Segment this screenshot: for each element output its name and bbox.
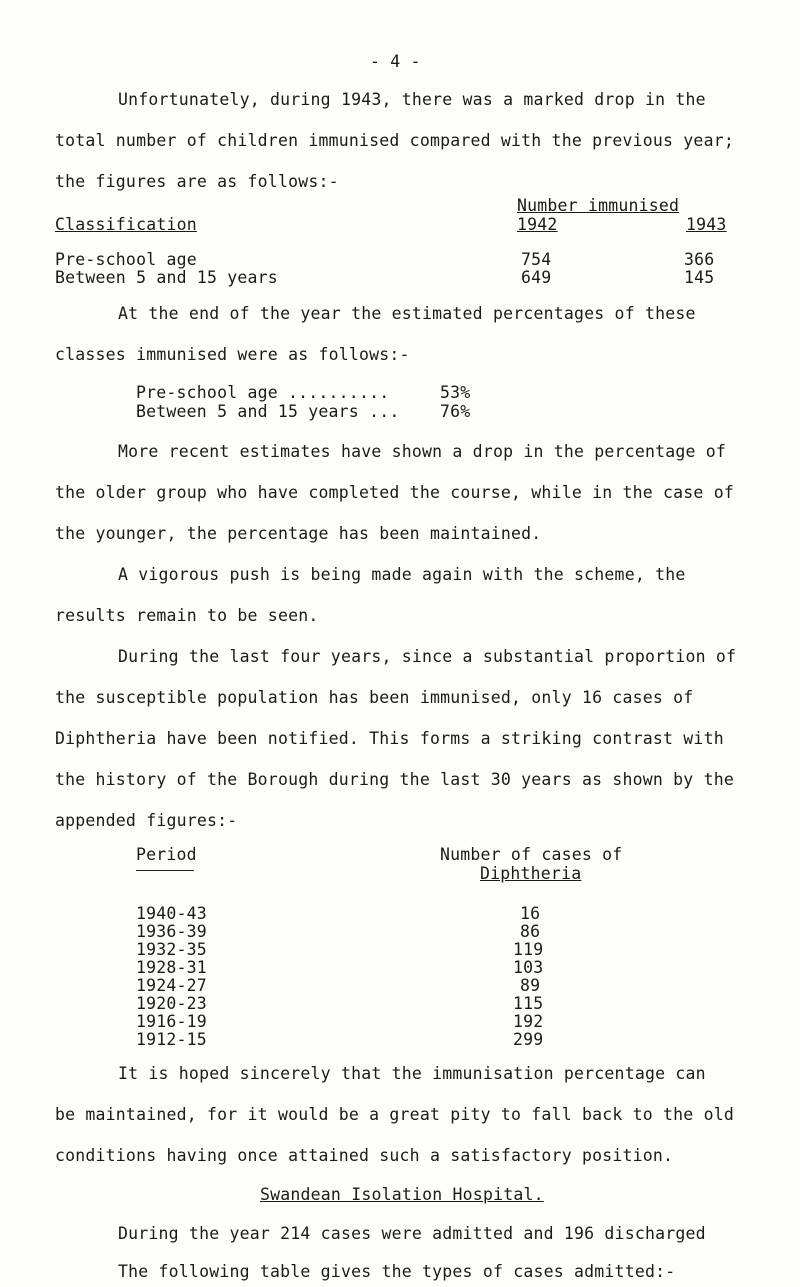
- list-item-label: Pre-school age ..........: [136, 383, 390, 402]
- table-row-label: Pre-school age: [55, 250, 197, 269]
- table-cell-1942: 649: [521, 268, 552, 287]
- table-row-period: 1936-39: [136, 922, 207, 941]
- table-row-cases: 119: [513, 940, 544, 959]
- para1-line1: Unfortunately, during 1943, there was a marked drop in the: [118, 90, 706, 109]
- para6-line2: be maintained, for it would be a great pity to fall back to the old: [55, 1105, 734, 1124]
- table-row-cases: 16: [520, 904, 541, 923]
- para5-line3: Diphtheria have been notified. This forms a striking contrast with: [55, 729, 724, 748]
- table-row-label: Between 5 and 15 years: [55, 268, 278, 287]
- year-1942-header: 1942: [517, 215, 558, 234]
- para4-line2: results remain to be seen.: [55, 606, 319, 625]
- para1-line3: the figures are as follows:-: [55, 172, 339, 191]
- para3-line1: More recent estimates have shown a drop in the percentage of: [118, 442, 727, 461]
- para1-line2: total number of children immunised compared with the previous year;: [55, 131, 734, 150]
- table-row-cases: 89: [520, 976, 541, 995]
- table-cell-1942: 754: [521, 250, 552, 269]
- para2-line2: classes immunised were as follows:-: [55, 345, 410, 364]
- year-1943-header: 1943: [686, 215, 727, 234]
- para6-line1: It is hoped sincerely that the immunisation percentage can: [118, 1064, 706, 1083]
- period-underline: [136, 870, 194, 871]
- table-row-period: 1924-27: [136, 976, 207, 995]
- diphtheria-header: Diphtheria: [480, 864, 582, 883]
- list-item-label: Between 5 and 15 years ...: [136, 402, 400, 421]
- para3-line2: the older group who have completed the course, while in the case of: [55, 483, 734, 502]
- table-row-cases: 86: [520, 922, 541, 941]
- number-immunised-header: Number immunised: [517, 196, 680, 215]
- table-row-period: 1940-43: [136, 904, 207, 923]
- table-row-period: 1928-31: [136, 958, 207, 977]
- table-row-cases: 299: [513, 1030, 544, 1049]
- para7-line2: The following table gives the types of cases admitted:-: [118, 1262, 676, 1281]
- table-cell-1943: 366: [684, 250, 715, 269]
- classification-header: Classification: [55, 215, 197, 234]
- section-heading: Swandean Isolation Hospital.: [260, 1185, 544, 1204]
- table-row-period: 1912-15: [136, 1030, 207, 1049]
- para3-line3: the younger, the percentage has been maintained.: [55, 524, 542, 543]
- period-header: Period: [136, 845, 197, 864]
- para7-line1: During the year 214 cases were admitted and 196 discharged: [118, 1224, 706, 1243]
- table-cell-1943: 145: [684, 268, 715, 287]
- table-row-cases: 103: [513, 958, 544, 977]
- para2-line1: At the end of the year the estimated percentages of these: [118, 304, 696, 323]
- para5-line4: the history of the Borough during the last 30 years as shown by the: [55, 770, 734, 789]
- para4-line1: A vigorous push is being made again with the scheme, the: [118, 565, 686, 584]
- para5-line2: the susceptible population has been immunised, only 16 cases of: [55, 688, 694, 707]
- table-row-cases: 115: [513, 994, 544, 1013]
- table-row-period: 1932-35: [136, 940, 207, 959]
- table-row-period: 1916-19: [136, 1012, 207, 1031]
- para6-line3: conditions having once attained such a satisfactory position.: [55, 1146, 674, 1165]
- list-item-value: 53%: [440, 383, 471, 402]
- para5-line1: During the last four years, since a substantial proportion of: [118, 647, 737, 666]
- table-row-cases: 192: [513, 1012, 544, 1031]
- page-number: - 4 -: [370, 52, 421, 71]
- list-item-value: 76%: [440, 402, 471, 421]
- cases-header: Number of cases of: [440, 845, 623, 864]
- table-row-period: 1920-23: [136, 994, 207, 1013]
- para5-line5: appended figures:-: [55, 811, 238, 830]
